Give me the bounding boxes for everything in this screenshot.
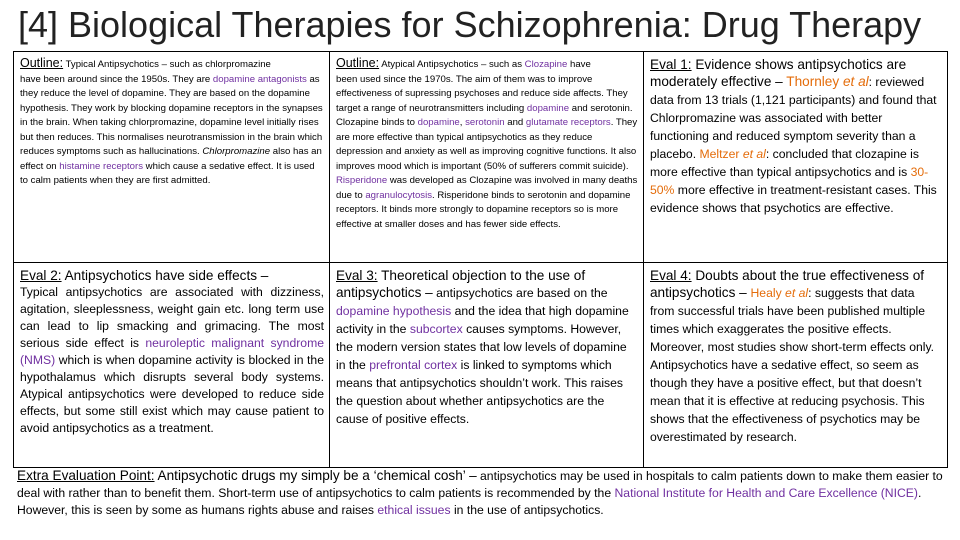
eval2-cell: [14, 263, 330, 468]
outline-typical-text: have been around since the 1950s. They are dopamine antagonists as they reduce the level of dopamine. They are based on the dopamine hypothesis. They work by blocking dopamine receptors in the synapses in the brain. When taking chlorpromazine, dopamine level initially rises but then reduces. This normalises neurotransmission in the brain which reduces symptoms such as hallucinations. Chlorpromazine also has an effect on histamine receptors which cause a sedative effect. It is used to calm patients when they are first admitted.: [20, 73, 323, 186]
slide-title: [4] Biological Therapies for Schizophrenia: Drug Therapy: [18, 4, 922, 45]
eval4-text: Eval 4: Doubts about the true effectiveness of antipsychotics – Healy et al: suggests that data from successful trials have been published multiple times which exaggerates the positive effects. Moreover, most studies show short-term effects only. Antipsychotics have a sedative effect, so seem as though they have a positive effect, but that doesn’t mean that it is effective at reducing psychosis. This shows that the effectiveness of psychotics may be overestimated by research.: [650, 268, 935, 444]
outline-atypical-heading: Outline: Atypical Antipsychotics – such as Clozapine have: [336, 56, 591, 70]
eval1-text: Eval 1: Evidence shows antipsychotics are moderately effective – Thornley et al: reviewed data from 13 trials (1,121 participants) and found that Chlorpromazine was associated with better functioning and reduced symptom severity than a placebo. Meltzer et al: concluded that clozapine is more effective than typical antipsychotics and is 30-50% more effective in treatment-resistant cases. This evidence shows that psychotics are effective.: [650, 57, 937, 215]
extra-evaluation-point: Extra Evaluation Point: Antipsychotic drugs my simply be a ‘chemical cosh’ – antipsychotics may be used in hospitals to calm patients down to make them easier to deal with rather than to benefit them. Short-term use of antipsychotics to calm patients is recommended by the National Institute for Health and Care Excellence (NICE). However, this is seen by some as humans rights abuse and raises ethical issues in the use of antipsychotics.: [17, 468, 943, 517]
outline-typical-heading: Outline: Typical Antipsychotics – such as chlorpromazine: [20, 56, 271, 70]
outline-atypical-cell: [330, 52, 644, 263]
eval4-cell: [644, 263, 948, 468]
eval2-heading: Eval 2: Antipsychotics have side effects –: [20, 268, 269, 283]
content-table: [13, 51, 948, 468]
outline-atypical-text: been used since the 1970s. The aim of them was to improve effectiveness of supressing psychoses and reduce side affects. They target a range of neurotransmitters including dopamine and serotonin. Clozapine binds to dopamine, serotonin and glutamate receptors. They are more effective than typical antipsychotics as they reduce depression and anxiety as well as improving cognitive functions. It also improves mood which is important (50% of sufferers commit suicide). Risperidone was developed as Clozapine was involved in many deaths due to agranulocytosis. Risperidone binds to serotonin and dopamine receptors. It binds more strongly to dopamine receptors so is more effective at smaller doses and has fewer side effects.: [336, 73, 638, 230]
eval3-text: Eval 3: Theoretical objection to the use of antipsychotics – antipsychotics are based on the dopamine hypothesis and the idea that high dopamine activity in the subcortex causes symptoms. However, the modern version states that low levels of dopamine in the prefrontal cortex is linked to symptoms which means that antipsychotics shouldn’t work. This raises the question about whether antipsychotics are the cause of positive effects.: [336, 268, 629, 426]
outline-typical-cell: [14, 52, 330, 263]
eval1-cell: [644, 52, 948, 263]
eval3-cell: [330, 263, 644, 468]
eval2-text: Typical antipsychotics are associated with dizziness, agitation, sleeplessness, weight gain etc. long term use can lead to lip smacking and grimacing. The most serious side effect is neuroleptic malignant syndrome (NMS) which is when dopamine activity is blocked in the hypothalamus which disrupts several body systems. Atypical antipsychotics were developed to reduce side effects, but some still exist which may cause patient to avoid antipsychotics as a treatment.: [20, 285, 324, 435]
